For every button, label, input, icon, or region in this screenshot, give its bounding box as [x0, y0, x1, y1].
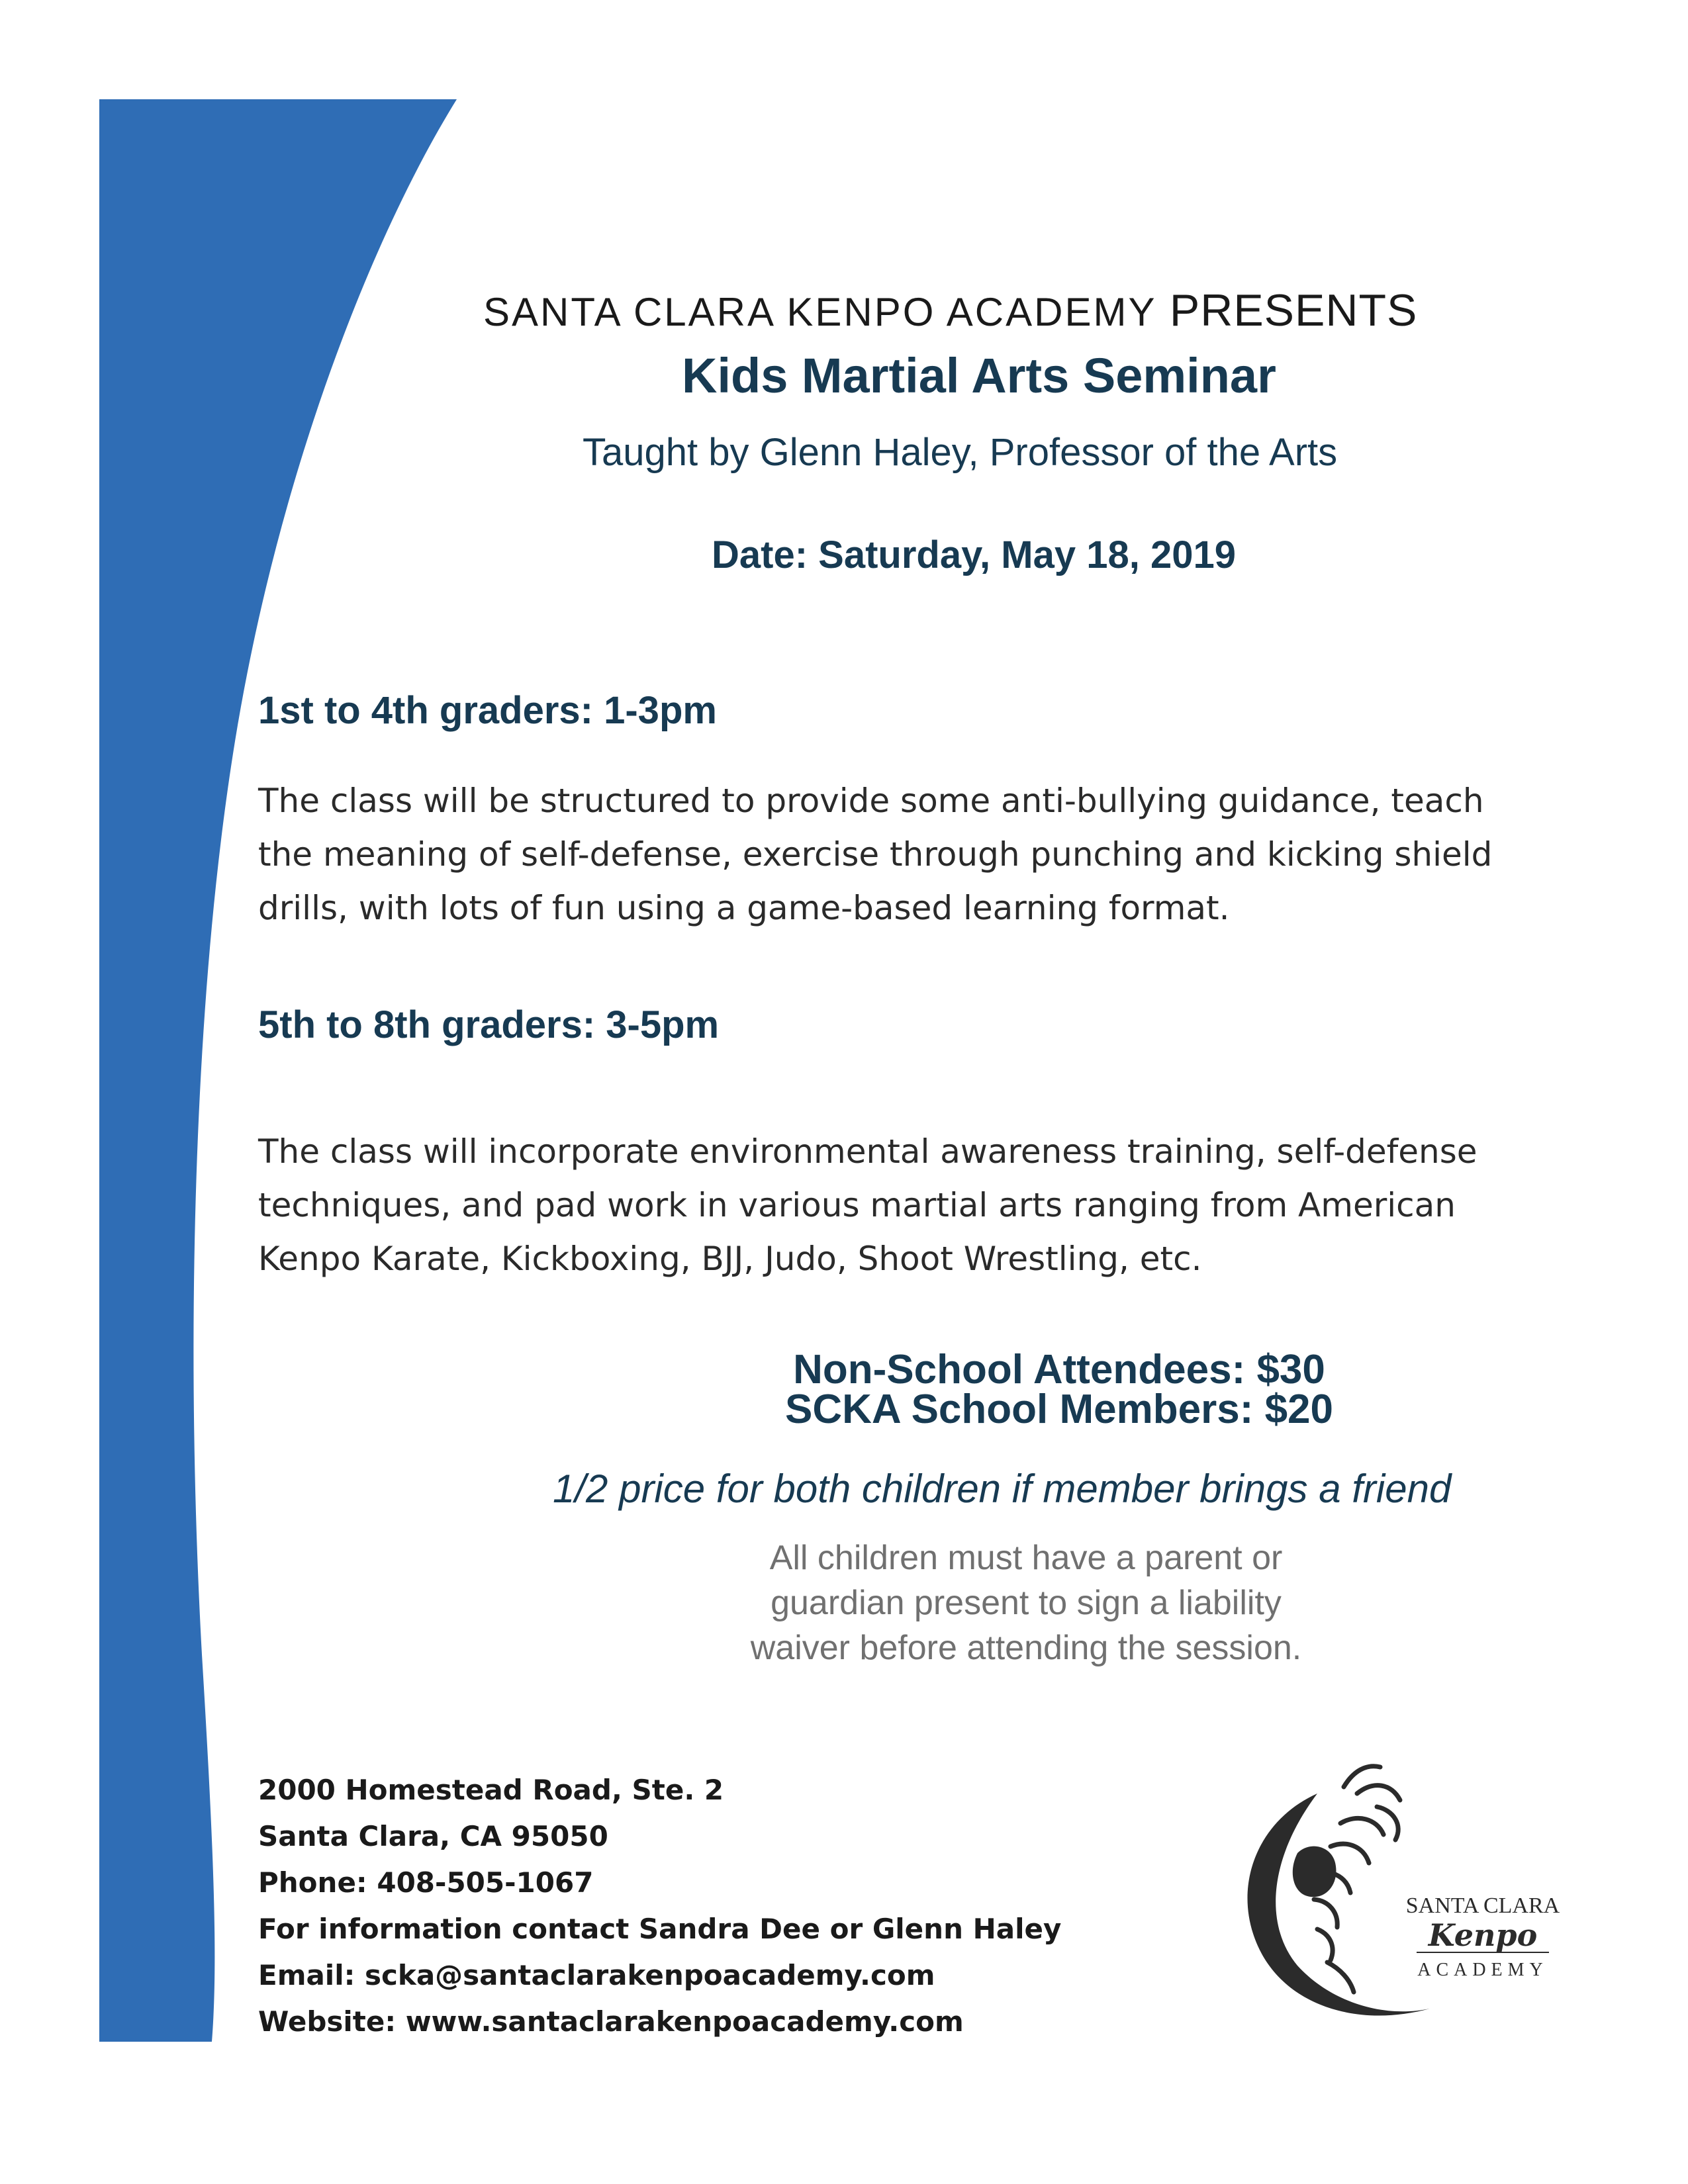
price-members: SCKA School Members: $20	[784, 1387, 1334, 1432]
contact-info: For information contact Sandra Dee or Glenn Haley	[258, 1913, 1062, 1945]
friend-offer: 1/2 price for both children if member brings a friend	[553, 1467, 1452, 1511]
phone: Phone: 408-505-1067	[258, 1866, 594, 1899]
waiver-note	[695, 1535, 1357, 1670]
price-non-school: Non-School Attendees: $30	[793, 1347, 1325, 1392]
logo-crescent-icon	[1247, 1794, 1430, 2016]
group-1-heading: 1st to 4th graders: 1-3pm	[258, 689, 717, 732]
address-line-2: Santa Clara, CA 95050	[258, 1820, 608, 1852]
academy-logo	[1218, 1747, 1575, 2038]
address-line-1: 2000 Homestead Road, Ste. 2	[258, 1774, 724, 1806]
logo-text-line1: SANTA CLARA	[1405, 1893, 1560, 1918]
presents-word: PRESENTS	[1169, 285, 1418, 336]
waiver-line: waiver before attending the session.	[750, 1629, 1302, 1667]
description-line: the meaning of self-defense, exercise through punching and kicking shield	[258, 835, 1493, 874]
seminar-title: Kids Martial Arts Seminar	[682, 348, 1276, 403]
waiver-line: All children must have a parent or	[769, 1539, 1283, 1577]
description-line: techniques, and pad work in various martial arts ranging from American	[258, 1186, 1456, 1224]
description-line: Kenpo Karate, Kickboxing, BJJ, Judo, Shoot Wrestling, etc.	[258, 1240, 1202, 1278]
description-line: The class will be structured to provide some anti-bullying guidance, teach	[258, 782, 1484, 820]
group-1-description	[258, 774, 1595, 935]
website[interactable]: Website: www.santaclarakenpoacademy.com	[258, 2005, 964, 2038]
description-line: drills, with lots of fun using a game-based learning format.	[258, 889, 1230, 927]
group-2-description	[258, 1125, 1595, 1286]
presenter-org: SANTA CLARA KENPO ACADEMY	[483, 290, 1157, 334]
description-line: The class will incorporate environmental awareness training, self-defense	[258, 1132, 1477, 1171]
instructor-line: Taught by Glenn Haley, Professor of the Arts	[583, 431, 1338, 474]
event-date: Date: Saturday, May 18, 2019	[712, 533, 1236, 576]
email[interactable]: Email: scka@santaclarakenpoacademy.com	[258, 1959, 935, 1991]
tiger-head-icon	[1293, 1846, 1336, 1897]
logo-text-line2: Kenpo	[1428, 1917, 1538, 1953]
presenter-line	[483, 285, 1417, 336]
pricing-block	[662, 1347, 1456, 1432]
contact-block	[258, 1767, 1061, 2045]
group-2-heading: 5th to 8th graders: 3-5pm	[258, 1003, 720, 1046]
logo-text-line3: ACADEMY	[1417, 1960, 1548, 1980]
waiver-line: guardian present to sign a liability	[771, 1584, 1282, 1622]
